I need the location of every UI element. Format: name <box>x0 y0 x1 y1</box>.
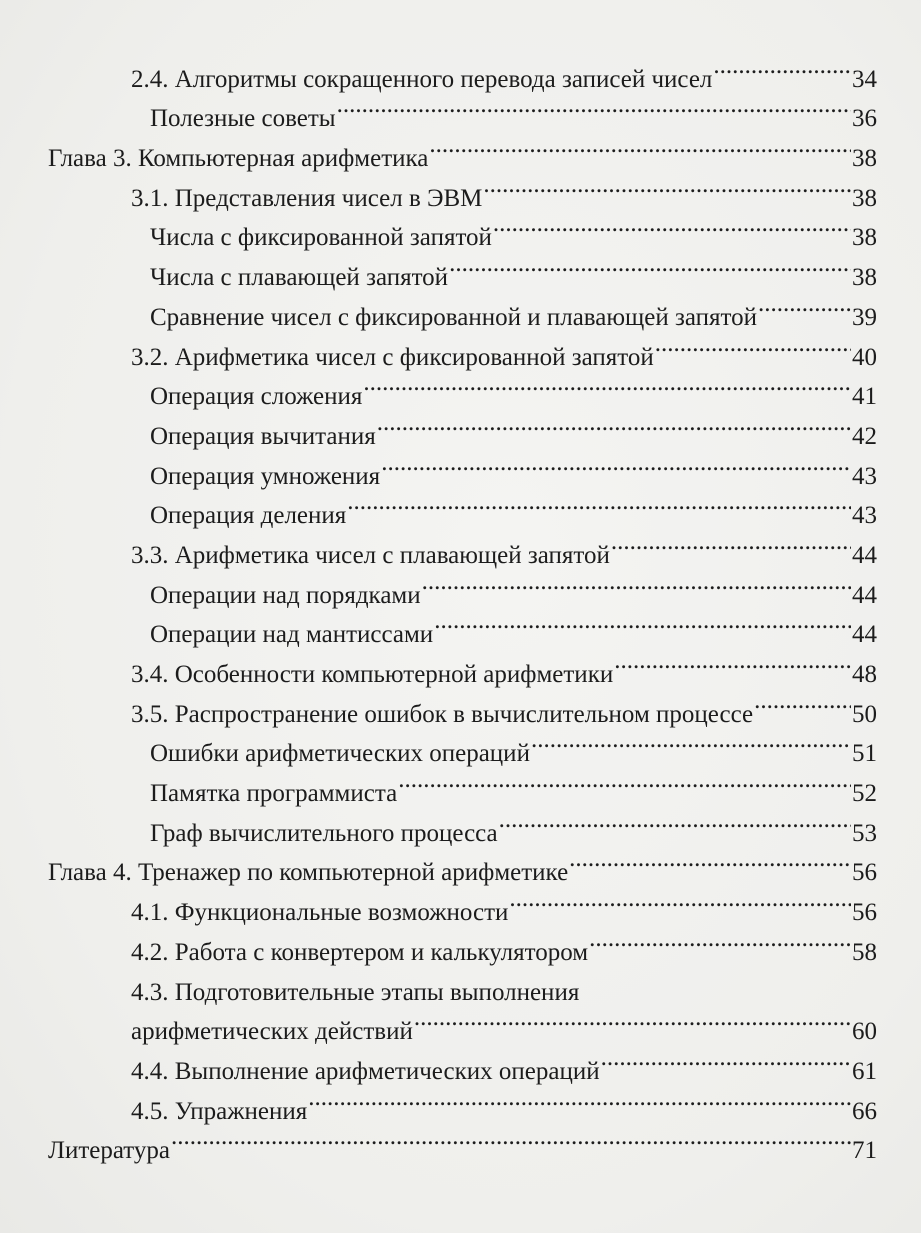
toc-entry-page-number: 58 <box>852 938 877 966</box>
toc-entry-page-number: 34 <box>852 65 877 93</box>
toc-entry <box>0 166 921 212</box>
toc-entry-page-number: 61 <box>852 1057 877 1085</box>
toc-dot-leader <box>347 484 851 524</box>
toc-entry <box>0 603 921 649</box>
toc-entry <box>0 126 921 173</box>
toc-entry-title: Сравнение чисел с фиксированной и плавающей запятой <box>150 303 758 331</box>
toc-dot-leader <box>449 245 851 285</box>
toc-entry-page-number: 71 <box>852 1137 877 1165</box>
toc-entry-page-number: 41 <box>852 383 877 411</box>
toc-entry-title: 4.4. Выполнение арифметических операций <box>131 1057 600 1085</box>
toc-entry-title: Числа с фиксированной запятой <box>150 224 492 252</box>
toc-entry <box>0 920 921 966</box>
toc-entry-page-number: 44 <box>852 541 877 569</box>
toc-dot-leader <box>434 603 851 643</box>
toc-entry-page-number: 56 <box>852 859 877 887</box>
toc-entry <box>0 1000 921 1046</box>
toc-dot-leader <box>611 523 851 563</box>
toc-dot-leader <box>509 880 851 920</box>
toc-dot-leader <box>171 1119 851 1159</box>
toc-entry <box>0 87 921 133</box>
toc-entry-title: Памятка программиста <box>150 780 398 808</box>
toc-entry-page-number: 53 <box>852 819 877 847</box>
toc-entry-title: 4.1. Функциональные возможности <box>131 899 509 927</box>
toc-entry-title: Литература <box>48 1137 170 1165</box>
toc-entry <box>0 523 921 569</box>
toc-dot-leader <box>381 444 851 484</box>
toc-entry <box>0 682 921 728</box>
toc-dot-leader <box>758 285 851 325</box>
toc-entry-title: 4.2. Работа с конвертером и калькулятором <box>131 938 589 966</box>
toc-entry-title: 4.3. Подготовительные этапы выполнения <box>131 978 580 1006</box>
toc-entry-page-number: 56 <box>852 899 877 927</box>
table-of-contents <box>0 47 921 1165</box>
toc-entry-page-number: 36 <box>852 105 877 133</box>
toc-entry <box>0 642 921 688</box>
toc-entry-title: Граф вычислительного процесса <box>150 819 498 847</box>
toc-entry-title: арифметических действий <box>131 1018 413 1046</box>
toc-entry <box>0 841 921 887</box>
toc-dot-leader <box>601 1039 851 1079</box>
toc-entry-title: 3.2. Арифметика чисел с фиксированной запятой <box>131 343 654 371</box>
toc-entry-title: Полезные советы <box>150 105 336 133</box>
toc-entry <box>0 325 921 371</box>
toc-entry-title: Операции над порядками <box>150 581 421 609</box>
toc-entry-page-number: 38 <box>852 264 877 292</box>
toc-entry <box>0 1079 921 1125</box>
toc-dot-leader <box>589 920 851 960</box>
toc-entry <box>0 484 921 530</box>
toc-dot-leader <box>655 325 851 365</box>
toc-dot-leader <box>713 47 851 87</box>
toc-dot-leader <box>483 166 851 206</box>
toc-entry-page-number: 39 <box>852 303 877 331</box>
toc-entry <box>0 722 921 768</box>
toc-dot-leader <box>429 126 851 166</box>
toc-entry <box>0 1119 921 1165</box>
toc-dot-leader <box>414 1000 851 1040</box>
toc-entry-page-number: 40 <box>852 343 877 371</box>
toc-entry-page-number: 38 <box>852 184 877 212</box>
toc-dot-leader <box>614 642 851 682</box>
toc-entry-title: Операции над мантиссами <box>150 621 434 649</box>
toc-entry-title: Ошибки арифметических операций <box>150 740 530 768</box>
toc-entry-title: 3.5. Распространение ошибок в вычислительном процессе <box>131 700 754 728</box>
toc-entry-title: 3.1. Представления чисел в ЭВМ <box>131 184 483 212</box>
toc-dot-leader <box>363 365 851 405</box>
toc-entry-title: Операция умножения <box>150 462 381 490</box>
toc-entry-title: Операция сложения <box>150 383 363 411</box>
toc-dot-leader <box>569 841 851 881</box>
toc-entry <box>0 285 921 331</box>
toc-entry-page-number: 50 <box>852 700 877 728</box>
toc-entry-page-number: 42 <box>852 422 877 450</box>
toc-entry-page-number: 44 <box>852 581 877 609</box>
toc-dot-leader <box>337 87 851 127</box>
toc-entry <box>0 1039 921 1085</box>
toc-entry-title: 3.3. Арифметика чисел с плавающей запятой <box>131 541 610 569</box>
toc-entry-page-number: 43 <box>852 462 877 490</box>
toc-entry-page-number: 52 <box>852 780 877 808</box>
toc-entry-page-number: 60 <box>852 1018 877 1046</box>
toc-entry-title: 3.4. Особенности компьютерной арифметики <box>131 661 614 688</box>
toc-entry <box>0 563 921 609</box>
toc-entry-title: 2.4. Алгоритмы сокращенного перевода записей чисел <box>131 65 713 93</box>
toc-entry <box>0 801 921 847</box>
toc-entry-title: Числа с плавающей запятой <box>150 264 449 292</box>
toc-entry-page-number: 43 <box>852 502 877 530</box>
toc-entry <box>0 404 921 450</box>
toc-entry <box>0 960 921 1006</box>
toc-dot-leader <box>398 761 851 801</box>
toc-entry <box>0 880 921 927</box>
toc-entry-title: Глава 3. Компьютерная арифметика <box>48 145 429 173</box>
toc-dot-leader <box>499 801 851 841</box>
toc-entry <box>0 761 921 808</box>
toc-entry-title: Операция деления <box>150 502 347 530</box>
toc-dot-leader <box>308 1079 851 1119</box>
toc-dot-leader <box>493 206 851 246</box>
toc-entry <box>0 206 921 252</box>
toc-entry-page-number: 51 <box>852 740 877 768</box>
toc-entry-title: Операция вычитания <box>150 422 376 450</box>
toc-entry <box>0 245 921 292</box>
toc-dot-leader <box>422 563 851 603</box>
toc-entry <box>0 365 921 411</box>
toc-entry <box>0 444 921 490</box>
toc-entry-title: Глава 4. Тренажер по компьютерной арифметике <box>48 859 569 887</box>
toc-dot-leader <box>754 682 851 722</box>
toc-dot-leader <box>377 404 851 444</box>
toc-entry-page-number: 48 <box>852 661 877 688</box>
toc-entry <box>0 47 921 93</box>
toc-entry-page-number: 38 <box>852 145 877 173</box>
toc-dot-leader <box>531 722 851 762</box>
toc-entry-page-number: 38 <box>852 224 877 252</box>
toc-entry-page-number: 44 <box>852 621 877 649</box>
toc-entry-title: 4.5. Упражнения <box>131 1097 308 1125</box>
toc-entry-page-number: 66 <box>852 1097 877 1125</box>
